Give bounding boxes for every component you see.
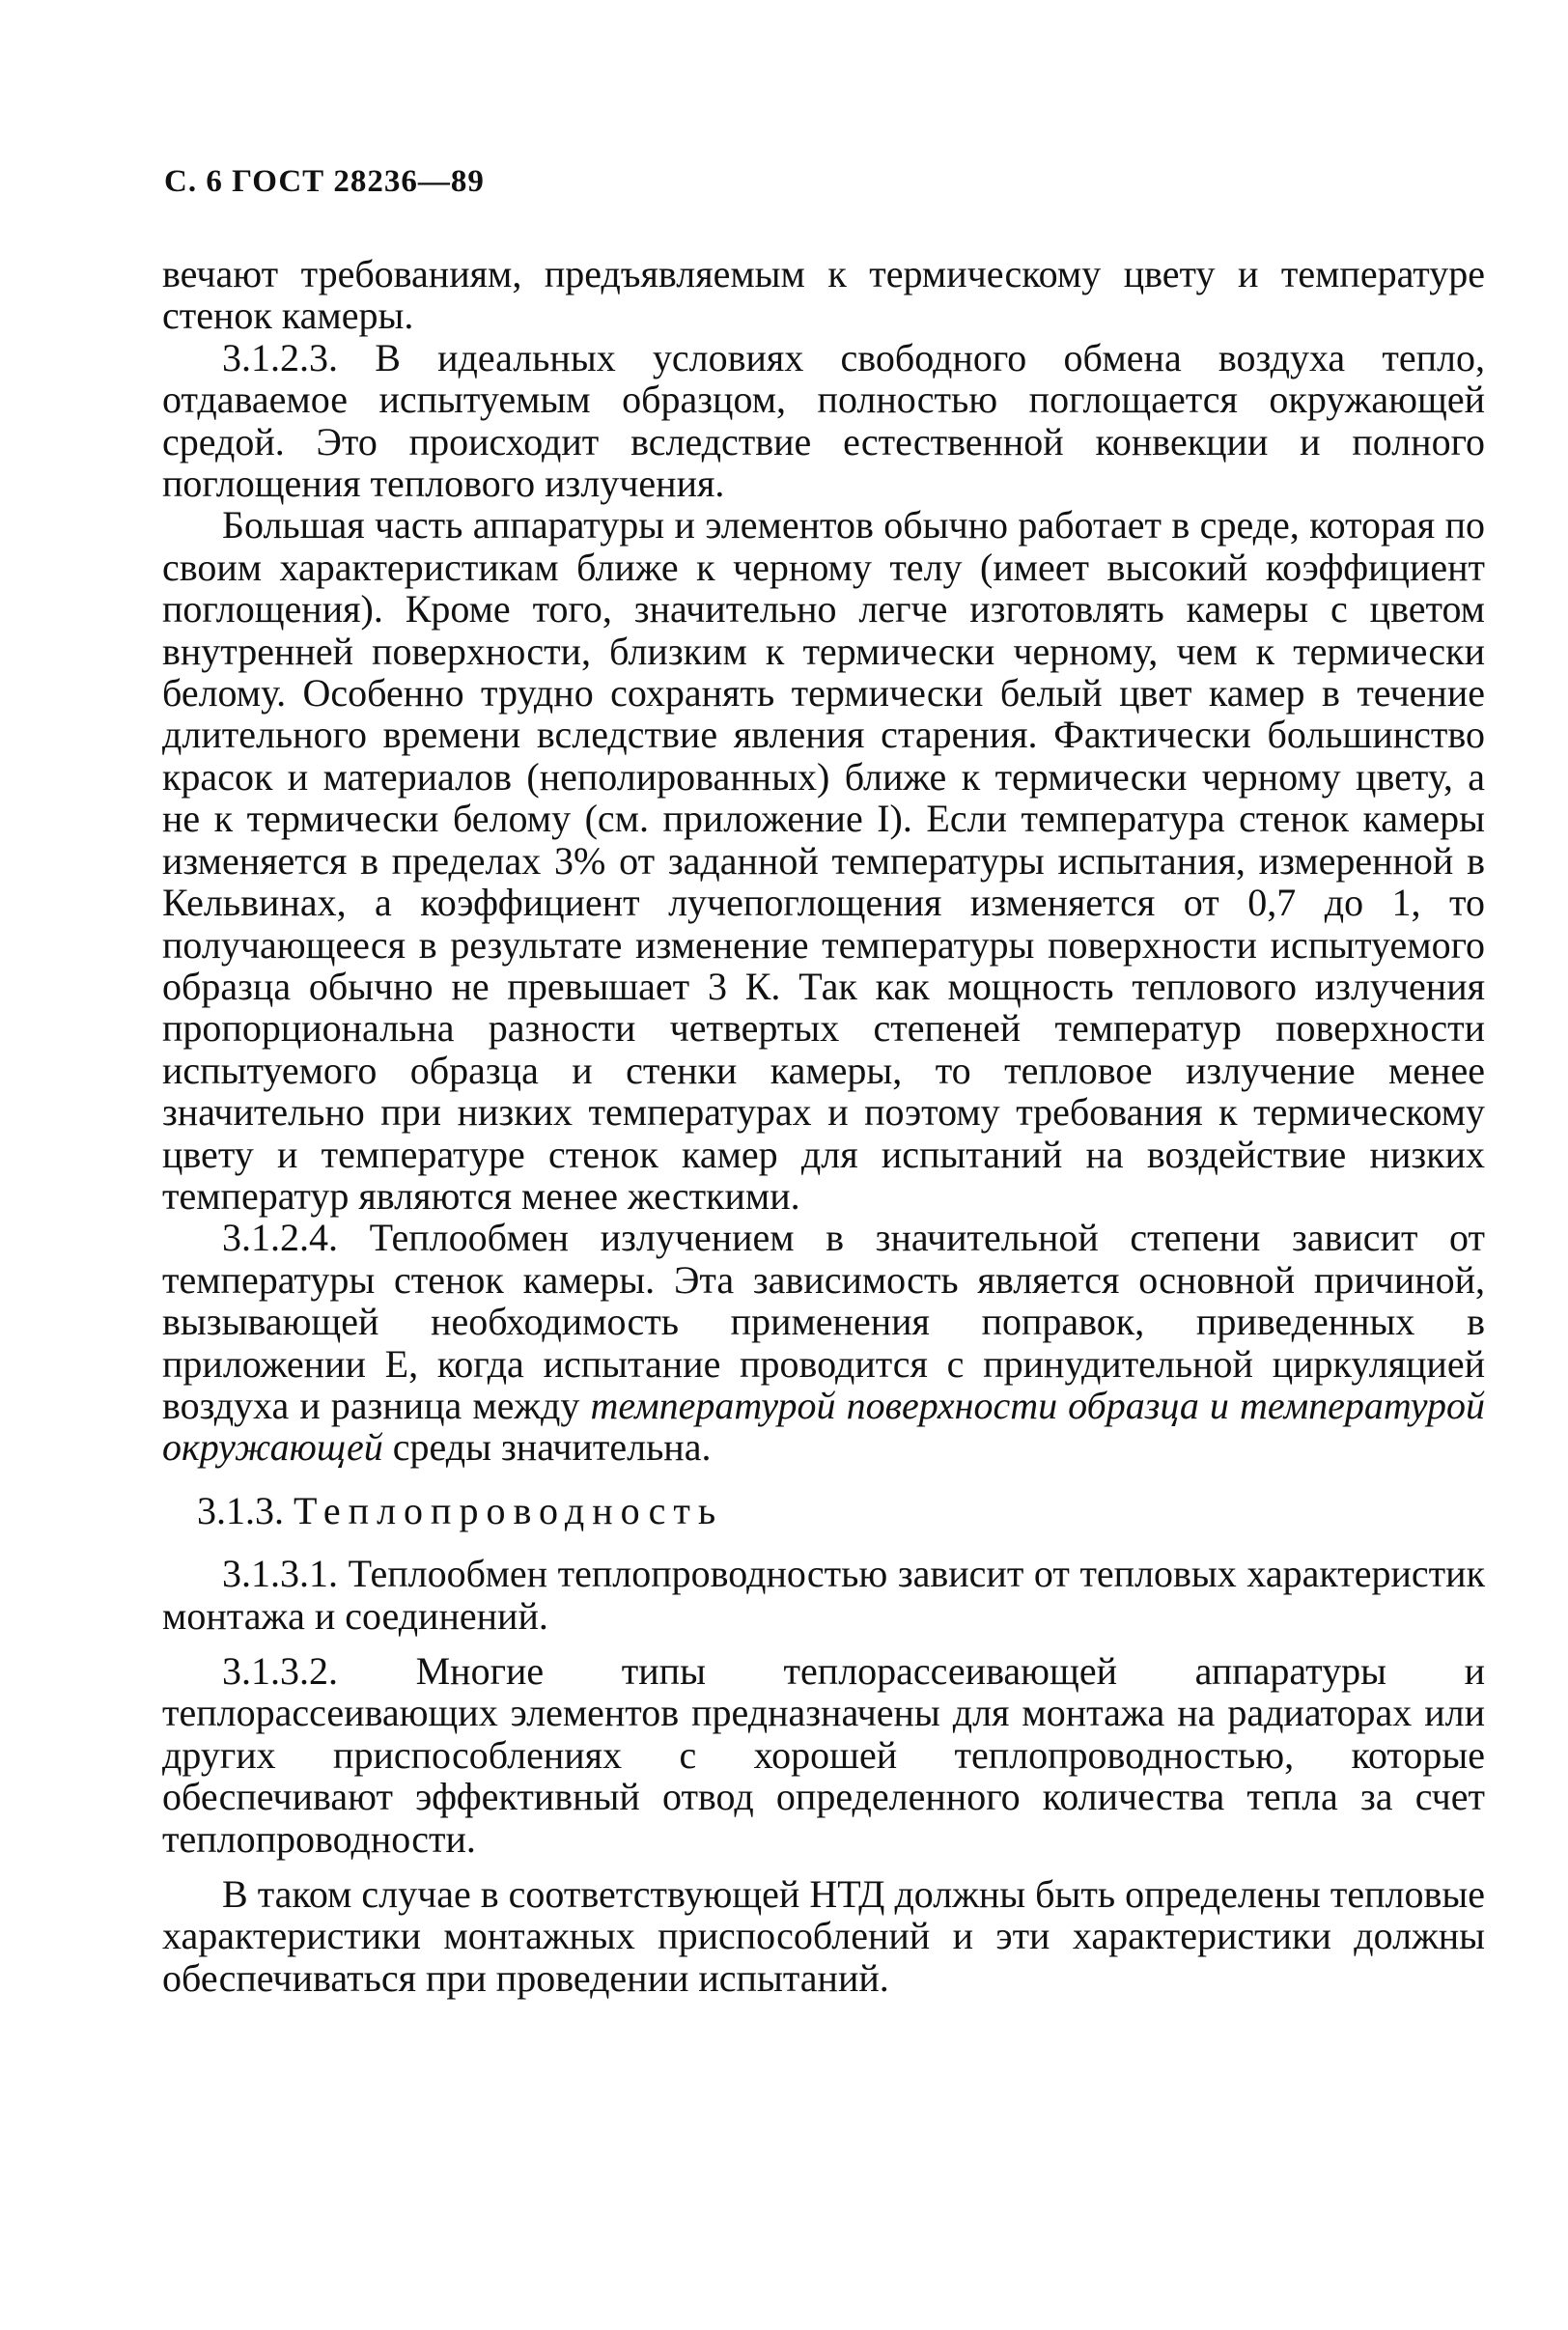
paragraph-ntd: В таком случае в соответствующей НТД должны быть определены тепловые характеристики монтажных приспособлений и эти характеристики должны обеспечиваться при проведении испытаний. (162, 1872, 1485, 2000)
paragraph-3-1-2-3: 3.1.2.3. В идеальных условиях свободного обмена воздуха тепло, отдаваемое испытуемым образцом, полностью поглощается окружающей средой. Это происходит вследствие естественной конвекции и полного поглощения теплового излучения. (162, 335, 1485, 506)
paragraph-black-body: Большая часть аппаратуры и элементов обычно работает в среде, которая по своим характеристикам ближе к черному телу (имеет высокий коэффициент поглощения). Кроме того, значительно легче изготовлять камеры с цветом внутренней поверхности, близким к термически черному, чем к термически белому. Особенно трудно сохранять термически белый цвет камер в течение длительного времени вследствие явления старения. Фактически большинство красок и материалов (неполированных) ближе к термически черному цвету, а не к термически белому (см. приложение I). Если температура стенок камеры изменяется в пределах 3% от заданной температуры испытания, измеренной в Кельвинах, а коэффициент лучепоглощения изменяется от 0,7 до 1, то получающееся в результате изменение температуры поверхности испытуемого образца обычно не превышает 3 К. Так как мощность теплового излучения пропорциональна разности четвертых степеней температур поверхности испытуемого образца и стенки камеры, то тепловое излучение менее значительно при низких температурах и поэтому требования к термическому цвету и температуре стенок камер для испытаний на воздействие низких температур являются менее жесткими. (162, 503, 1485, 1218)
body-text (162, 253, 1485, 1999)
paragraph-continuation: вечают требованиям, предъявляемым к термическому цвету и температуре стенок камеры. (162, 252, 1485, 338)
section-number: 3.1.3. (197, 1488, 284, 1532)
paragraph-3-1-2-4 (162, 1217, 1485, 1468)
paragraph-3-1-3-1: 3.1.3.1. Теплообмен теплопроводностью зависит от тепловых характеристик монтажа и соединений. (162, 1552, 1485, 1638)
paragraph-3-1-2-4-main: 3.1.2.4. Теплообмен излучением в значительной степени зависит от температуры стенок камеры. Эта зависимость является основной причиной, вызывающей необходимость применения поправок, приведенных в приложении Е, когда испытание проводится с принудительной циркуляцией воздуха и разница между (162, 1216, 1485, 1427)
page-header: С. 6 ГОСТ 28236—89 (164, 164, 485, 199)
paragraph-3-1-2-4-tail: среды значительна. (392, 1425, 712, 1470)
section-label: Теплопроводность (294, 1488, 724, 1532)
paragraph-3-1-3-2: 3.1.3.2. Многие типы теплорассеивающей аппаратуры и теплорассеивающих элементов предназначены для монтажа на радиаторах или других приспособлениях с хорошей теплопроводностью, которые обеспечивают эффективный отвод определенного количества тепла за счет теплопроводности. (162, 1649, 1485, 1861)
paragraph-3-1-2-4-italic: температурой поверхности образца и температурой окружающей (162, 1383, 1486, 1470)
section-heading-3-1-3 (162, 1490, 1485, 1531)
